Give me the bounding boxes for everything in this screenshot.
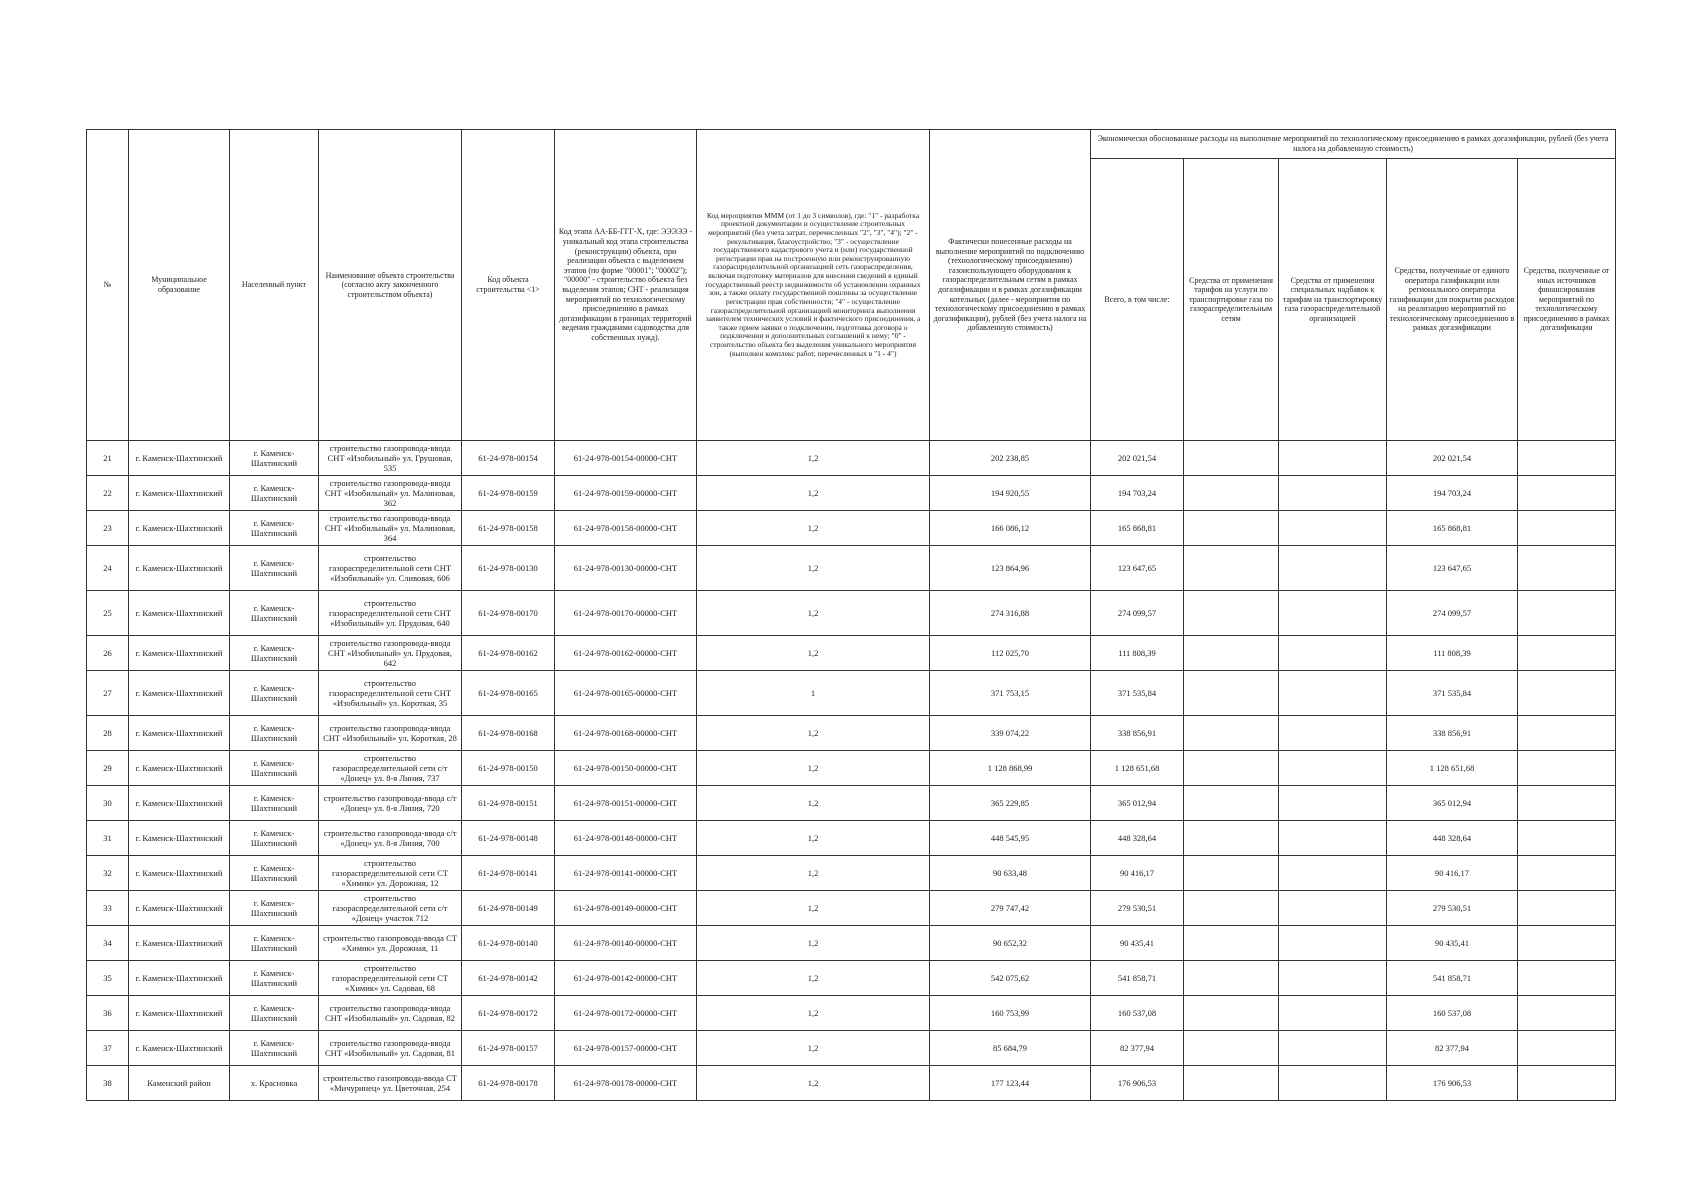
actual-costs-cell: 112 025,70 bbox=[930, 636, 1091, 671]
stage-code-cell: 61-24-978-00158-00000-СНТ bbox=[555, 511, 697, 546]
actual-costs-cell: 274 316,88 bbox=[930, 591, 1091, 636]
special-surcharges-cell bbox=[1279, 961, 1387, 996]
table-row bbox=[87, 996, 1616, 1031]
settlement-cell: г. Каменск-Шахтинский bbox=[230, 591, 319, 636]
special-surcharges-cell bbox=[1279, 671, 1387, 716]
table-row bbox=[87, 591, 1616, 636]
special-surcharges-cell bbox=[1279, 891, 1387, 926]
special-surcharges-cell bbox=[1279, 926, 1387, 961]
municipality-cell: г. Каменск-Шахтинский bbox=[129, 441, 230, 476]
settlement-cell: г. Каменск-Шахтинский bbox=[230, 511, 319, 546]
stage-code-cell: 61-24-978-00162-00000-СНТ bbox=[555, 636, 697, 671]
table-row bbox=[87, 786, 1616, 821]
table-row bbox=[87, 441, 1616, 476]
row-number: 35 bbox=[87, 961, 129, 996]
object-code-cell: 61-24-978-00162 bbox=[462, 636, 555, 671]
total-cell: 274 099,57 bbox=[1091, 591, 1184, 636]
stage-code-cell: 61-24-978-00159-00000-СНТ bbox=[555, 476, 697, 511]
stage-code-cell: 61-24-978-00140-00000-СНТ bbox=[555, 926, 697, 961]
single-operator-cell: 90 416,17 bbox=[1387, 856, 1518, 891]
transport-tariffs-cell bbox=[1184, 476, 1279, 511]
stage-code-cell: 61-24-978-00148-00000-СНТ bbox=[555, 821, 697, 856]
total-cell: 90 416,17 bbox=[1091, 856, 1184, 891]
stage-code-cell: 61-24-978-00178-00000-СНТ bbox=[555, 1066, 697, 1101]
special-surcharges-cell bbox=[1279, 856, 1387, 891]
stage-code-cell: 61-24-978-00168-00000-СНТ bbox=[555, 716, 697, 751]
event-code-cell: 1,2 bbox=[697, 891, 930, 926]
object-name-cell: строительство газораспределительной сети СТ «Химик» ул. Дорожная, 12 bbox=[319, 856, 462, 891]
col-transport-tariffs-header: Средства от применения тарифов на услуги по транспортировке газа по газораспределительным сетям bbox=[1184, 159, 1279, 441]
object-code-cell: 61-24-978-00172 bbox=[462, 996, 555, 1031]
object-name-cell: строительство газопровода-ввода СНТ «Изобильный» ул. Короткая, 28 bbox=[319, 716, 462, 751]
transport-tariffs-cell bbox=[1184, 636, 1279, 671]
row-number: 36 bbox=[87, 996, 129, 1031]
other-sources-cell bbox=[1518, 926, 1616, 961]
stage-code-cell: 61-24-978-00154-00000-СНТ bbox=[555, 441, 697, 476]
transport-tariffs-cell bbox=[1184, 856, 1279, 891]
object-code-cell: 61-24-978-00158 bbox=[462, 511, 555, 546]
transport-tariffs-cell bbox=[1184, 1031, 1279, 1066]
col-event-code-header: Код мероприятия МММ (от 1 до 3 символов), где: "1" - разработка проектной документации и осуществление строительных мероприятий (без учета затрат, перечисленных "2", "3", "4"); "2" - рекультивация, благоустройство; "3" - осуществление государственного кадастрового учета и (или) государственной регистрации прав на построенную или реконструированную газораспределительной организацией сеть газораспределения, включая подготовку материалов для внесения сведений в единый государственный реестр недвижимости об установлении охранных зон, а также оплату государственной пошлины за осуществление регистрации прав собственности; "4" - осуществление газораспределительной организацией мониторинга выполнения заявителем технических условий и фактического присоединения, а также прием заявки о подключении, подготовка договора о подключении и дополнительных соглашений к нему; "0" - строительство объекта без выделения уникального мероприятия (выполнен комплекс работ, перечисленных в "1 - 4") bbox=[697, 130, 930, 441]
municipality-cell: г. Каменск-Шахтинский bbox=[129, 856, 230, 891]
municipality-cell: г. Каменск-Шахтинский bbox=[129, 996, 230, 1031]
single-operator-cell: 111 808,39 bbox=[1387, 636, 1518, 671]
row-number: 24 bbox=[87, 546, 129, 591]
municipality-cell: г. Каменск-Шахтинский bbox=[129, 716, 230, 751]
row-number: 22 bbox=[87, 476, 129, 511]
event-code-cell: 1,2 bbox=[697, 511, 930, 546]
object-name-cell: строительство газопровода-ввода с/т «Донец» ул. 8-я Линия, 700 bbox=[319, 821, 462, 856]
total-cell: 165 868,81 bbox=[1091, 511, 1184, 546]
other-sources-cell bbox=[1518, 476, 1616, 511]
other-sources-cell bbox=[1518, 716, 1616, 751]
object-code-cell: 61-24-978-00150 bbox=[462, 751, 555, 786]
municipality-cell: г. Каменск-Шахтинский bbox=[129, 961, 230, 996]
other-sources-cell bbox=[1518, 671, 1616, 716]
stage-code-cell: 61-24-978-00151-00000-СНТ bbox=[555, 786, 697, 821]
table-row bbox=[87, 751, 1616, 786]
other-sources-cell bbox=[1518, 961, 1616, 996]
actual-costs-cell: 365 229,85 bbox=[930, 786, 1091, 821]
table-row bbox=[87, 1066, 1616, 1101]
total-cell: 365 012,94 bbox=[1091, 786, 1184, 821]
event-code-cell: 1,2 bbox=[697, 786, 930, 821]
actual-costs-cell: 90 633,48 bbox=[930, 856, 1091, 891]
municipality-cell: г. Каменск-Шахтинский bbox=[129, 751, 230, 786]
object-name-cell: строительство газораспределительной сети с/т «Донец» участок 712 bbox=[319, 891, 462, 926]
transport-tariffs-cell bbox=[1184, 441, 1279, 476]
object-code-cell: 61-24-978-00148 bbox=[462, 821, 555, 856]
settlement-cell: г. Каменск-Шахтинский bbox=[230, 476, 319, 511]
event-code-cell: 1,2 bbox=[697, 926, 930, 961]
table-row bbox=[87, 926, 1616, 961]
settlement-cell: г. Каменск-Шахтинский bbox=[230, 671, 319, 716]
col-stage-code-header: Код этапа АА-ББ-ГГГ-Х, где: ЭЭЭЭЭ - уникальный код этапа строительства (реконструкции) объекта, при реализации объекта с выделением этапов (по форме "00001"; "00002"); "00000" - строительство объекта без выделения этапов; СНТ - реализация мероприятий по технологическому присоединению в рамках догазификации в границах территорий ведения гражданами садоводства для собственных нужд). bbox=[555, 130, 697, 441]
col-object-code-header: Код объекта строительства <1> bbox=[462, 130, 555, 441]
transport-tariffs-cell bbox=[1184, 751, 1279, 786]
transport-tariffs-cell bbox=[1184, 546, 1279, 591]
actual-costs-cell: 194 920,55 bbox=[930, 476, 1091, 511]
object-code-cell: 61-24-978-00159 bbox=[462, 476, 555, 511]
special-surcharges-cell bbox=[1279, 1066, 1387, 1101]
event-code-cell: 1,2 bbox=[697, 1066, 930, 1101]
table-row bbox=[87, 821, 1616, 856]
row-number: 30 bbox=[87, 786, 129, 821]
settlement-cell: г. Каменск-Шахтинский bbox=[230, 891, 319, 926]
col-special-surcharges-header: Средства от применения специальных надбавок к тарифам на транспортировку газа газораспределительной организацией bbox=[1279, 159, 1387, 441]
single-operator-cell: 176 906,53 bbox=[1387, 1066, 1518, 1101]
total-cell: 371 535,84 bbox=[1091, 671, 1184, 716]
object-name-cell: строительство газопровода-ввода СНТ «Изобильный» ул. Садовая, 82 bbox=[319, 996, 462, 1031]
event-code-cell: 1,2 bbox=[697, 996, 930, 1031]
special-surcharges-cell bbox=[1279, 511, 1387, 546]
row-number: 34 bbox=[87, 926, 129, 961]
transport-tariffs-cell bbox=[1184, 671, 1279, 716]
settlement-cell: г. Каменск-Шахтинский bbox=[230, 1031, 319, 1066]
other-sources-cell bbox=[1518, 786, 1616, 821]
special-surcharges-cell bbox=[1279, 821, 1387, 856]
object-name-cell: строительство газораспределительной сети СНТ «Изобильный» ул. Сливовая, 606 bbox=[319, 546, 462, 591]
single-operator-cell: 1 128 651,68 bbox=[1387, 751, 1518, 786]
row-number: 28 bbox=[87, 716, 129, 751]
transport-tariffs-cell bbox=[1184, 716, 1279, 751]
special-surcharges-cell bbox=[1279, 1031, 1387, 1066]
other-sources-cell bbox=[1518, 636, 1616, 671]
event-code-cell: 1,2 bbox=[697, 546, 930, 591]
total-cell: 279 530,51 bbox=[1091, 891, 1184, 926]
actual-costs-cell: 371 753,15 bbox=[930, 671, 1091, 716]
special-surcharges-cell bbox=[1279, 546, 1387, 591]
connection-costs-table bbox=[86, 129, 1616, 1101]
settlement-cell: г. Каменск-Шахтинский bbox=[230, 961, 319, 996]
municipality-cell: г. Каменск-Шахтинский bbox=[129, 511, 230, 546]
object-name-cell: строительство газопровода-ввода СНТ «Изобильный» ул. Садовая, 81 bbox=[319, 1031, 462, 1066]
event-code-cell: 1,2 bbox=[697, 751, 930, 786]
special-surcharges-cell bbox=[1279, 716, 1387, 751]
other-sources-cell bbox=[1518, 1031, 1616, 1066]
object-code-cell: 61-24-978-00149 bbox=[462, 891, 555, 926]
total-cell: 202 021,54 bbox=[1091, 441, 1184, 476]
municipality-cell: г. Каменск-Шахтинский bbox=[129, 821, 230, 856]
row-number: 37 bbox=[87, 1031, 129, 1066]
municipality-cell: г. Каменск-Шахтинский bbox=[129, 591, 230, 636]
single-operator-cell: 448 328,64 bbox=[1387, 821, 1518, 856]
row-number: 32 bbox=[87, 856, 129, 891]
transport-tariffs-cell bbox=[1184, 961, 1279, 996]
col-number-header: № bbox=[87, 130, 129, 441]
object-name-cell: строительство газораспределительной сети СНТ «Изобильный» ул. Прудовая, 640 bbox=[319, 591, 462, 636]
col-single-operator-header: Средства, полученные от единого оператора газификации или регионального оператора газификации для покрытия расходов на реализацию мероприятий по технологическому присоединению в рамках догазификации bbox=[1387, 159, 1518, 441]
special-surcharges-cell bbox=[1279, 751, 1387, 786]
transport-tariffs-cell bbox=[1184, 891, 1279, 926]
single-operator-cell: 279 530,51 bbox=[1387, 891, 1518, 926]
settlement-cell: г. Каменск-Шахтинский bbox=[230, 856, 319, 891]
actual-costs-cell: 448 545,95 bbox=[930, 821, 1091, 856]
single-operator-cell: 338 856,91 bbox=[1387, 716, 1518, 751]
col-object-name-header: Наименование объекта строительства (согласно акту законченного строительством объекта) bbox=[319, 130, 462, 441]
stage-code-cell: 61-24-978-00149-00000-СНТ bbox=[555, 891, 697, 926]
object-name-cell: строительство газораспределительной сети СНТ «Изобильный» ул. Короткая, 35 bbox=[319, 671, 462, 716]
municipality-cell: г. Каменск-Шахтинский bbox=[129, 546, 230, 591]
single-operator-cell: 90 435,41 bbox=[1387, 926, 1518, 961]
total-cell: 176 906,53 bbox=[1091, 1066, 1184, 1101]
total-cell: 448 328,64 bbox=[1091, 821, 1184, 856]
table-header bbox=[87, 130, 1616, 441]
total-cell: 90 435,41 bbox=[1091, 926, 1184, 961]
special-surcharges-cell bbox=[1279, 786, 1387, 821]
total-cell: 160 537,08 bbox=[1091, 996, 1184, 1031]
object-code-cell: 61-24-978-00178 bbox=[462, 1066, 555, 1101]
object-name-cell: строительство газопровода-ввода СНТ «Изобильный» ул. Малиновая, 362 bbox=[319, 476, 462, 511]
table-row bbox=[87, 636, 1616, 671]
table-row bbox=[87, 961, 1616, 996]
event-code-cell: 1,2 bbox=[697, 1031, 930, 1066]
object-code-cell: 61-24-978-00154 bbox=[462, 441, 555, 476]
event-code-cell: 1,2 bbox=[697, 441, 930, 476]
table-row bbox=[87, 716, 1616, 751]
col-settlement-header: Населенный пункт bbox=[230, 130, 319, 441]
other-sources-cell bbox=[1518, 591, 1616, 636]
object-code-cell: 61-24-978-00142 bbox=[462, 961, 555, 996]
total-cell: 111 808,39 bbox=[1091, 636, 1184, 671]
table-row bbox=[87, 511, 1616, 546]
row-number: 27 bbox=[87, 671, 129, 716]
settlement-cell: г. Каменск-Шахтинский bbox=[230, 441, 319, 476]
settlement-cell: г. Каменск-Шахтинский bbox=[230, 636, 319, 671]
object-code-cell: 61-24-978-00151 bbox=[462, 786, 555, 821]
municipality-cell: г. Каменск-Шахтинский bbox=[129, 476, 230, 511]
single-operator-cell: 123 647,65 bbox=[1387, 546, 1518, 591]
actual-costs-cell: 123 864,96 bbox=[930, 546, 1091, 591]
transport-tariffs-cell bbox=[1184, 926, 1279, 961]
col-total-header: Всего, в том числе: bbox=[1091, 159, 1184, 441]
row-number: 38 bbox=[87, 1066, 129, 1101]
actual-costs-cell: 160 753,99 bbox=[930, 996, 1091, 1031]
total-cell: 1 128 651,68 bbox=[1091, 751, 1184, 786]
event-code-cell: 1 bbox=[697, 671, 930, 716]
settlement-cell: г. Каменск-Шахтинский bbox=[230, 996, 319, 1031]
object-name-cell: строительство газопровода-ввода СНТ «Изобильный» ул. Малиновая, 364 bbox=[319, 511, 462, 546]
total-cell: 541 858,71 bbox=[1091, 961, 1184, 996]
other-sources-cell bbox=[1518, 891, 1616, 926]
special-surcharges-cell bbox=[1279, 996, 1387, 1031]
single-operator-cell: 202 021,54 bbox=[1387, 441, 1518, 476]
single-operator-cell: 160 537,08 bbox=[1387, 996, 1518, 1031]
object-code-cell: 61-24-978-00168 bbox=[462, 716, 555, 751]
event-code-cell: 1,2 bbox=[697, 716, 930, 751]
table-row bbox=[87, 546, 1616, 591]
object-code-cell: 61-24-978-00130 bbox=[462, 546, 555, 591]
other-sources-cell bbox=[1518, 996, 1616, 1031]
special-surcharges-cell bbox=[1279, 636, 1387, 671]
actual-costs-cell: 90 652,32 bbox=[930, 926, 1091, 961]
col-other-sources-header: Средства, полученные от иных источников финансирования мероприятий по технологическому присоединению в рамках догазификации bbox=[1518, 159, 1616, 441]
other-sources-cell bbox=[1518, 441, 1616, 476]
transport-tariffs-cell bbox=[1184, 1066, 1279, 1101]
single-operator-cell: 371 535,84 bbox=[1387, 671, 1518, 716]
table-row bbox=[87, 856, 1616, 891]
other-sources-cell bbox=[1518, 856, 1616, 891]
economic-costs-group-header: Экономически обоснованные расходы на выполнение мероприятий по технологическому присоединению в рамках догазификации, рублей (без учета налога на добавленную стоимость) bbox=[1091, 130, 1616, 159]
transport-tariffs-cell bbox=[1184, 591, 1279, 636]
row-number: 29 bbox=[87, 751, 129, 786]
other-sources-cell bbox=[1518, 751, 1616, 786]
municipality-cell: г. Каменск-Шахтинский bbox=[129, 891, 230, 926]
object-name-cell: строительство газопровода-ввода СТ «Мичуринец» ул. Цветочная, 254 bbox=[319, 1066, 462, 1101]
actual-costs-cell: 202 238,85 bbox=[930, 441, 1091, 476]
row-number: 25 bbox=[87, 591, 129, 636]
object-code-cell: 61-24-978-00165 bbox=[462, 671, 555, 716]
stage-code-cell: 61-24-978-00142-00000-СНТ bbox=[555, 961, 697, 996]
event-code-cell: 1,2 bbox=[697, 856, 930, 891]
stage-code-cell: 61-24-978-00141-00000-СНТ bbox=[555, 856, 697, 891]
object-code-cell: 61-24-978-00141 bbox=[462, 856, 555, 891]
table-row bbox=[87, 476, 1616, 511]
single-operator-cell: 194 703,24 bbox=[1387, 476, 1518, 511]
settlement-cell: г. Каменск-Шахтинский bbox=[230, 786, 319, 821]
total-cell: 338 856,91 bbox=[1091, 716, 1184, 751]
event-code-cell: 1,2 bbox=[697, 476, 930, 511]
total-cell: 194 703,24 bbox=[1091, 476, 1184, 511]
object-code-cell: 61-24-978-00170 bbox=[462, 591, 555, 636]
table-row bbox=[87, 891, 1616, 926]
settlement-cell: г. Каменск-Шахтинский bbox=[230, 751, 319, 786]
row-number: 31 bbox=[87, 821, 129, 856]
settlement-cell: г. Каменск-Шахтинский bbox=[230, 546, 319, 591]
row-number: 26 bbox=[87, 636, 129, 671]
transport-tariffs-cell bbox=[1184, 511, 1279, 546]
settlement-cell: г. Каменск-Шахтинский bbox=[230, 716, 319, 751]
stage-code-cell: 61-24-978-00172-00000-СНТ bbox=[555, 996, 697, 1031]
table-row bbox=[87, 1031, 1616, 1066]
municipality-cell: г. Каменск-Шахтинский bbox=[129, 1031, 230, 1066]
actual-costs-cell: 339 074,22 bbox=[930, 716, 1091, 751]
other-sources-cell bbox=[1518, 821, 1616, 856]
other-sources-cell bbox=[1518, 546, 1616, 591]
settlement-cell: г. Каменск-Шахтинский bbox=[230, 926, 319, 961]
actual-costs-cell: 166 086,12 bbox=[930, 511, 1091, 546]
object-name-cell: строительство газораспределительной сети СТ «Химик» ул. Садовая, 68 bbox=[319, 961, 462, 996]
event-code-cell: 1,2 bbox=[697, 636, 930, 671]
other-sources-cell bbox=[1518, 1066, 1616, 1101]
single-operator-cell: 541 858,71 bbox=[1387, 961, 1518, 996]
transport-tariffs-cell bbox=[1184, 786, 1279, 821]
actual-costs-cell: 542 075,62 bbox=[930, 961, 1091, 996]
stage-code-cell: 61-24-978-00170-00000-СНТ bbox=[555, 591, 697, 636]
actual-costs-cell: 1 128 868,99 bbox=[930, 751, 1091, 786]
event-code-cell: 1,2 bbox=[697, 591, 930, 636]
row-number: 33 bbox=[87, 891, 129, 926]
actual-costs-cell: 177 123,44 bbox=[930, 1066, 1091, 1101]
special-surcharges-cell bbox=[1279, 441, 1387, 476]
event-code-cell: 1,2 bbox=[697, 961, 930, 996]
special-surcharges-cell bbox=[1279, 591, 1387, 636]
transport-tariffs-cell bbox=[1184, 821, 1279, 856]
object-name-cell: строительство газопровода-ввода с/т «Донец» ул. 8-я Линия, 720 bbox=[319, 786, 462, 821]
object-name-cell: строительство газопровода-ввода СНТ «Изобильный» ул. Прудовая, 642 bbox=[319, 636, 462, 671]
transport-tariffs-cell bbox=[1184, 996, 1279, 1031]
stage-code-cell: 61-24-978-00130-00000-СНТ bbox=[555, 546, 697, 591]
actual-costs-cell: 279 747,42 bbox=[930, 891, 1091, 926]
object-name-cell: строительство газопровода-ввода СНТ «Изобильный» ул. Грушовая, 535 bbox=[319, 441, 462, 476]
special-surcharges-cell bbox=[1279, 476, 1387, 511]
object-name-cell: строительство газопровода-ввода СТ «Химик» ул. Дорожная, 11 bbox=[319, 926, 462, 961]
municipality-cell: г. Каменск-Шахтинский bbox=[129, 671, 230, 716]
municipality-cell: г. Каменск-Шахтинский bbox=[129, 636, 230, 671]
event-code-cell: 1,2 bbox=[697, 821, 930, 856]
municipality-cell: г. Каменск-Шахтинский bbox=[129, 786, 230, 821]
object-name-cell: строительство газораспределительной сети с/т «Донец» ул. 8-я Линия, 737 bbox=[319, 751, 462, 786]
stage-code-cell: 61-24-978-00150-00000-СНТ bbox=[555, 751, 697, 786]
table-body bbox=[87, 441, 1616, 1101]
settlement-cell: г. Каменск-Шахтинский bbox=[230, 821, 319, 856]
total-cell: 123 647,65 bbox=[1091, 546, 1184, 591]
settlement-cell: х. Красновка bbox=[230, 1066, 319, 1101]
object-code-cell: 61-24-978-00140 bbox=[462, 926, 555, 961]
col-actual-costs-header: Фактически понесенные расходы на выполнение мероприятий по подключению (технологическому присоединению) газоиспользующего оборудования к газораспределительным сетям в рамках догазификации и в рамках догазификации котельных (далее - мероприятия по технологическому присоединению в рамках догазификации), рублей (без учета налога на добавленную стоимость) bbox=[930, 130, 1091, 441]
other-sources-cell bbox=[1518, 511, 1616, 546]
single-operator-cell: 165 868,81 bbox=[1387, 511, 1518, 546]
actual-costs-cell: 85 684,79 bbox=[930, 1031, 1091, 1066]
table-row bbox=[87, 671, 1616, 716]
total-cell: 82 377,94 bbox=[1091, 1031, 1184, 1066]
row-number: 21 bbox=[87, 441, 129, 476]
object-code-cell: 61-24-978-00157 bbox=[462, 1031, 555, 1066]
municipality-cell: г. Каменск-Шахтинский bbox=[129, 926, 230, 961]
single-operator-cell: 82 377,94 bbox=[1387, 1031, 1518, 1066]
row-number: 23 bbox=[87, 511, 129, 546]
stage-code-cell: 61-24-978-00165-00000-СНТ bbox=[555, 671, 697, 716]
municipality-cell: Каменский район bbox=[129, 1066, 230, 1101]
single-operator-cell: 365 012,94 bbox=[1387, 786, 1518, 821]
col-municipality-header: Муниципальное образование bbox=[129, 130, 230, 441]
single-operator-cell: 274 099,57 bbox=[1387, 591, 1518, 636]
stage-code-cell: 61-24-978-00157-00000-СНТ bbox=[555, 1031, 697, 1066]
